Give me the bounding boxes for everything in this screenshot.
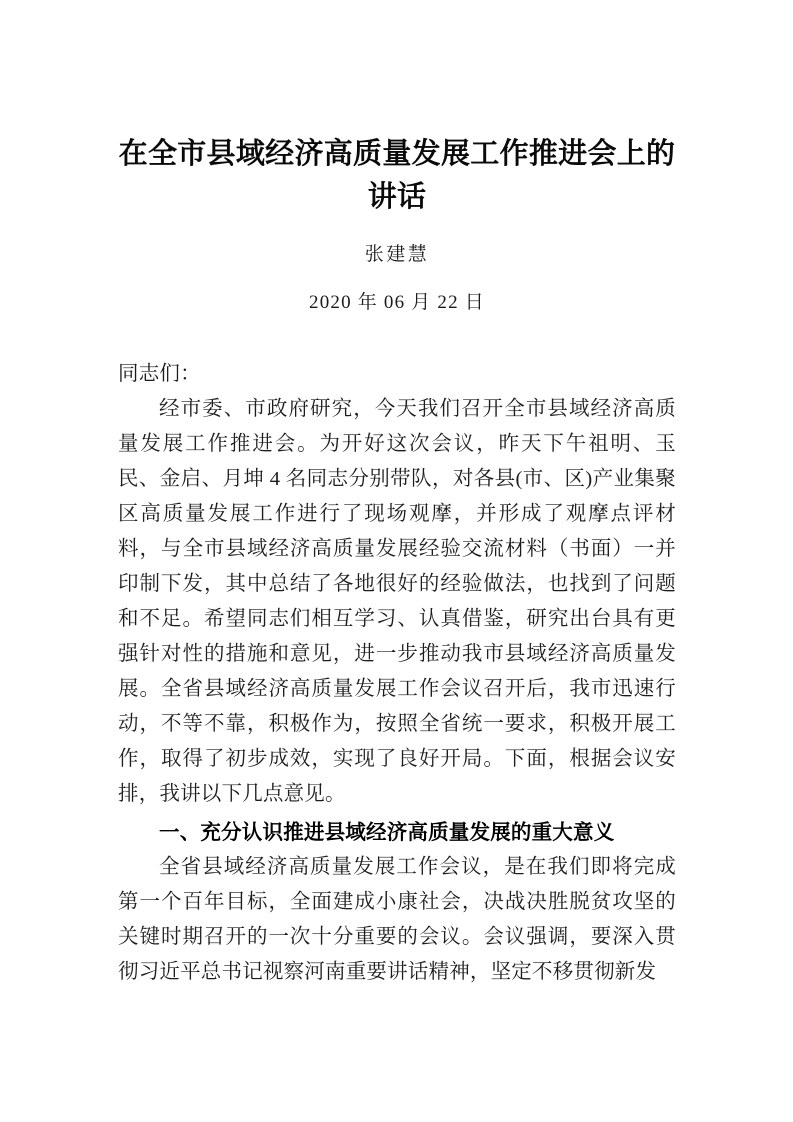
body-paragraph: 经市委、市政府研究，今天我们召开全市县域经济高质量发展工作推进会。为开好这次会议，昨天下午祖明、玉民、金启、月坤 4 名同志分别带队，对各县(市、区)产业集聚区高质量发展工作进行了现场观摩，并形成了观摩点评材料，与全市县域经济高质量发展经验交流材料（书面）一并印制下发，其中总结了各地很好的经验做法，也找到了问题和不足。希望同志们相互学习、认真借鉴，研究出台具有更强针对性的措施和意见，进一步推动我市县域经济高质量发展。全省县域经济高质量发展工作会议召开后，我市迅速行动，不等不靠，积极作为，按照全省统一要求，积极开展工作，取得了初步成效，实现了良好开局。下面，根据会议安排，我讲以下几点意见。 xyxy=(118,398,676,805)
salutation: 同志们： xyxy=(118,363,201,385)
document-author: 张建慧 xyxy=(364,244,430,265)
section-heading-one: 一、充分认识推进县域经济高质量发展的重大意义 xyxy=(159,821,615,844)
page-title: 在全市县域经济高质量发展工作推进会上的讲话 xyxy=(118,138,676,213)
document-body xyxy=(118,317,676,990)
section-paragraph: 全省县域经济高质量发展工作会议，是在我们即将完成第一个百年目标，全面建成小康社会，决战决胜脱贫攻坚的关键时期召开的一次十分重要的会议。会议强调，要深入贯彻习近平总书记视察河南重要讲话精神，坚定不移贯彻新发 xyxy=(118,856,676,983)
document-date: 2020 年 06 月 22 日 xyxy=(309,292,485,313)
document-content xyxy=(118,0,676,990)
